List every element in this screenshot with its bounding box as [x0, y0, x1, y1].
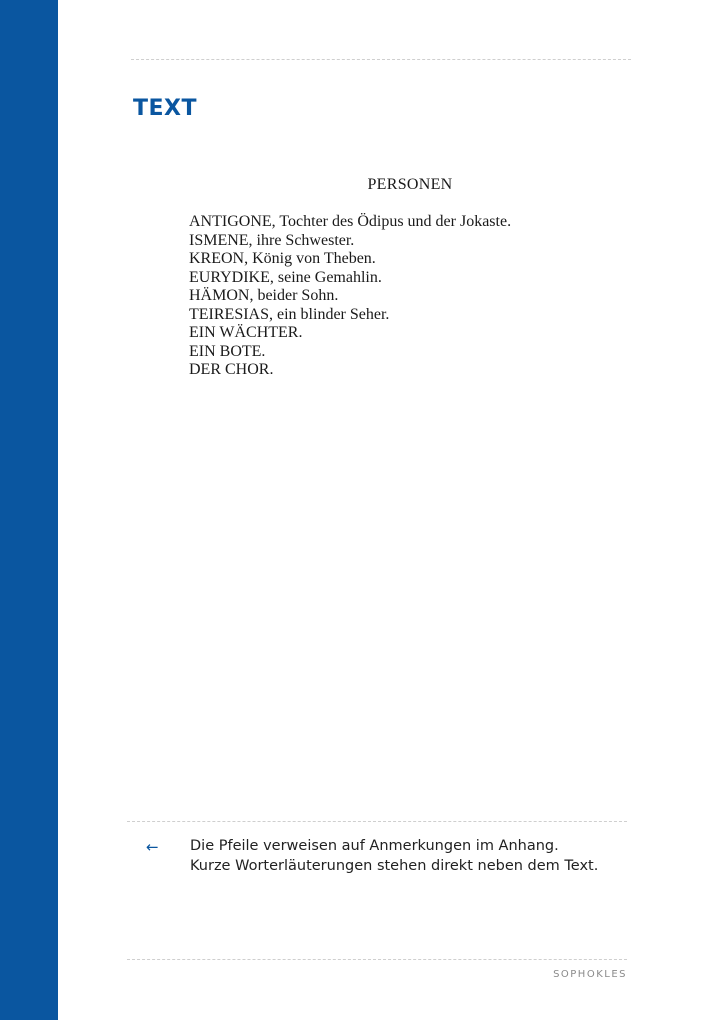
section-title: TEXT: [133, 96, 198, 121]
footer-author: SOPHOKLES: [553, 969, 627, 980]
cast-item-waechter: EIN WÄCHTER.: [189, 324, 303, 341]
side-color-bar: [0, 0, 58, 1020]
cast-item-haemon: HÄMON, beider Sohn.: [189, 287, 339, 304]
note-divider: [127, 821, 627, 822]
arrow-left-icon: ←: [146, 838, 159, 856]
cast-item-kreon: KREON, König von Theben.: [189, 250, 376, 267]
personen-heading: PERSONEN: [367, 176, 453, 193]
cast-item-chor: DER CHOR.: [189, 361, 274, 378]
note-line-2: Kurze Worterläuterungen stehen direkt neben dem Text.: [190, 858, 599, 874]
top-divider: [131, 59, 631, 60]
cast-list: [189, 213, 511, 380]
footer-divider: [127, 959, 627, 960]
cast-item-ismene: ISMENE, ihre Schwester.: [189, 231, 355, 249]
cast-item-bote: EIN BOTE.: [189, 342, 266, 360]
cast-item-antigone: ANTIGONE, Tochter des Ödipus und der Jokaste.: [189, 213, 512, 230]
cast-item-teiresias: TEIRESIAS, ein blinder Seher.: [189, 305, 390, 323]
note-text: [190, 836, 598, 876]
cast-item-eurydike: EURYDIKE, seine Gemahlin.: [189, 268, 382, 286]
note-line-1: Die Pfeile verweisen auf Anmerkungen im Anhang.: [190, 838, 559, 854]
